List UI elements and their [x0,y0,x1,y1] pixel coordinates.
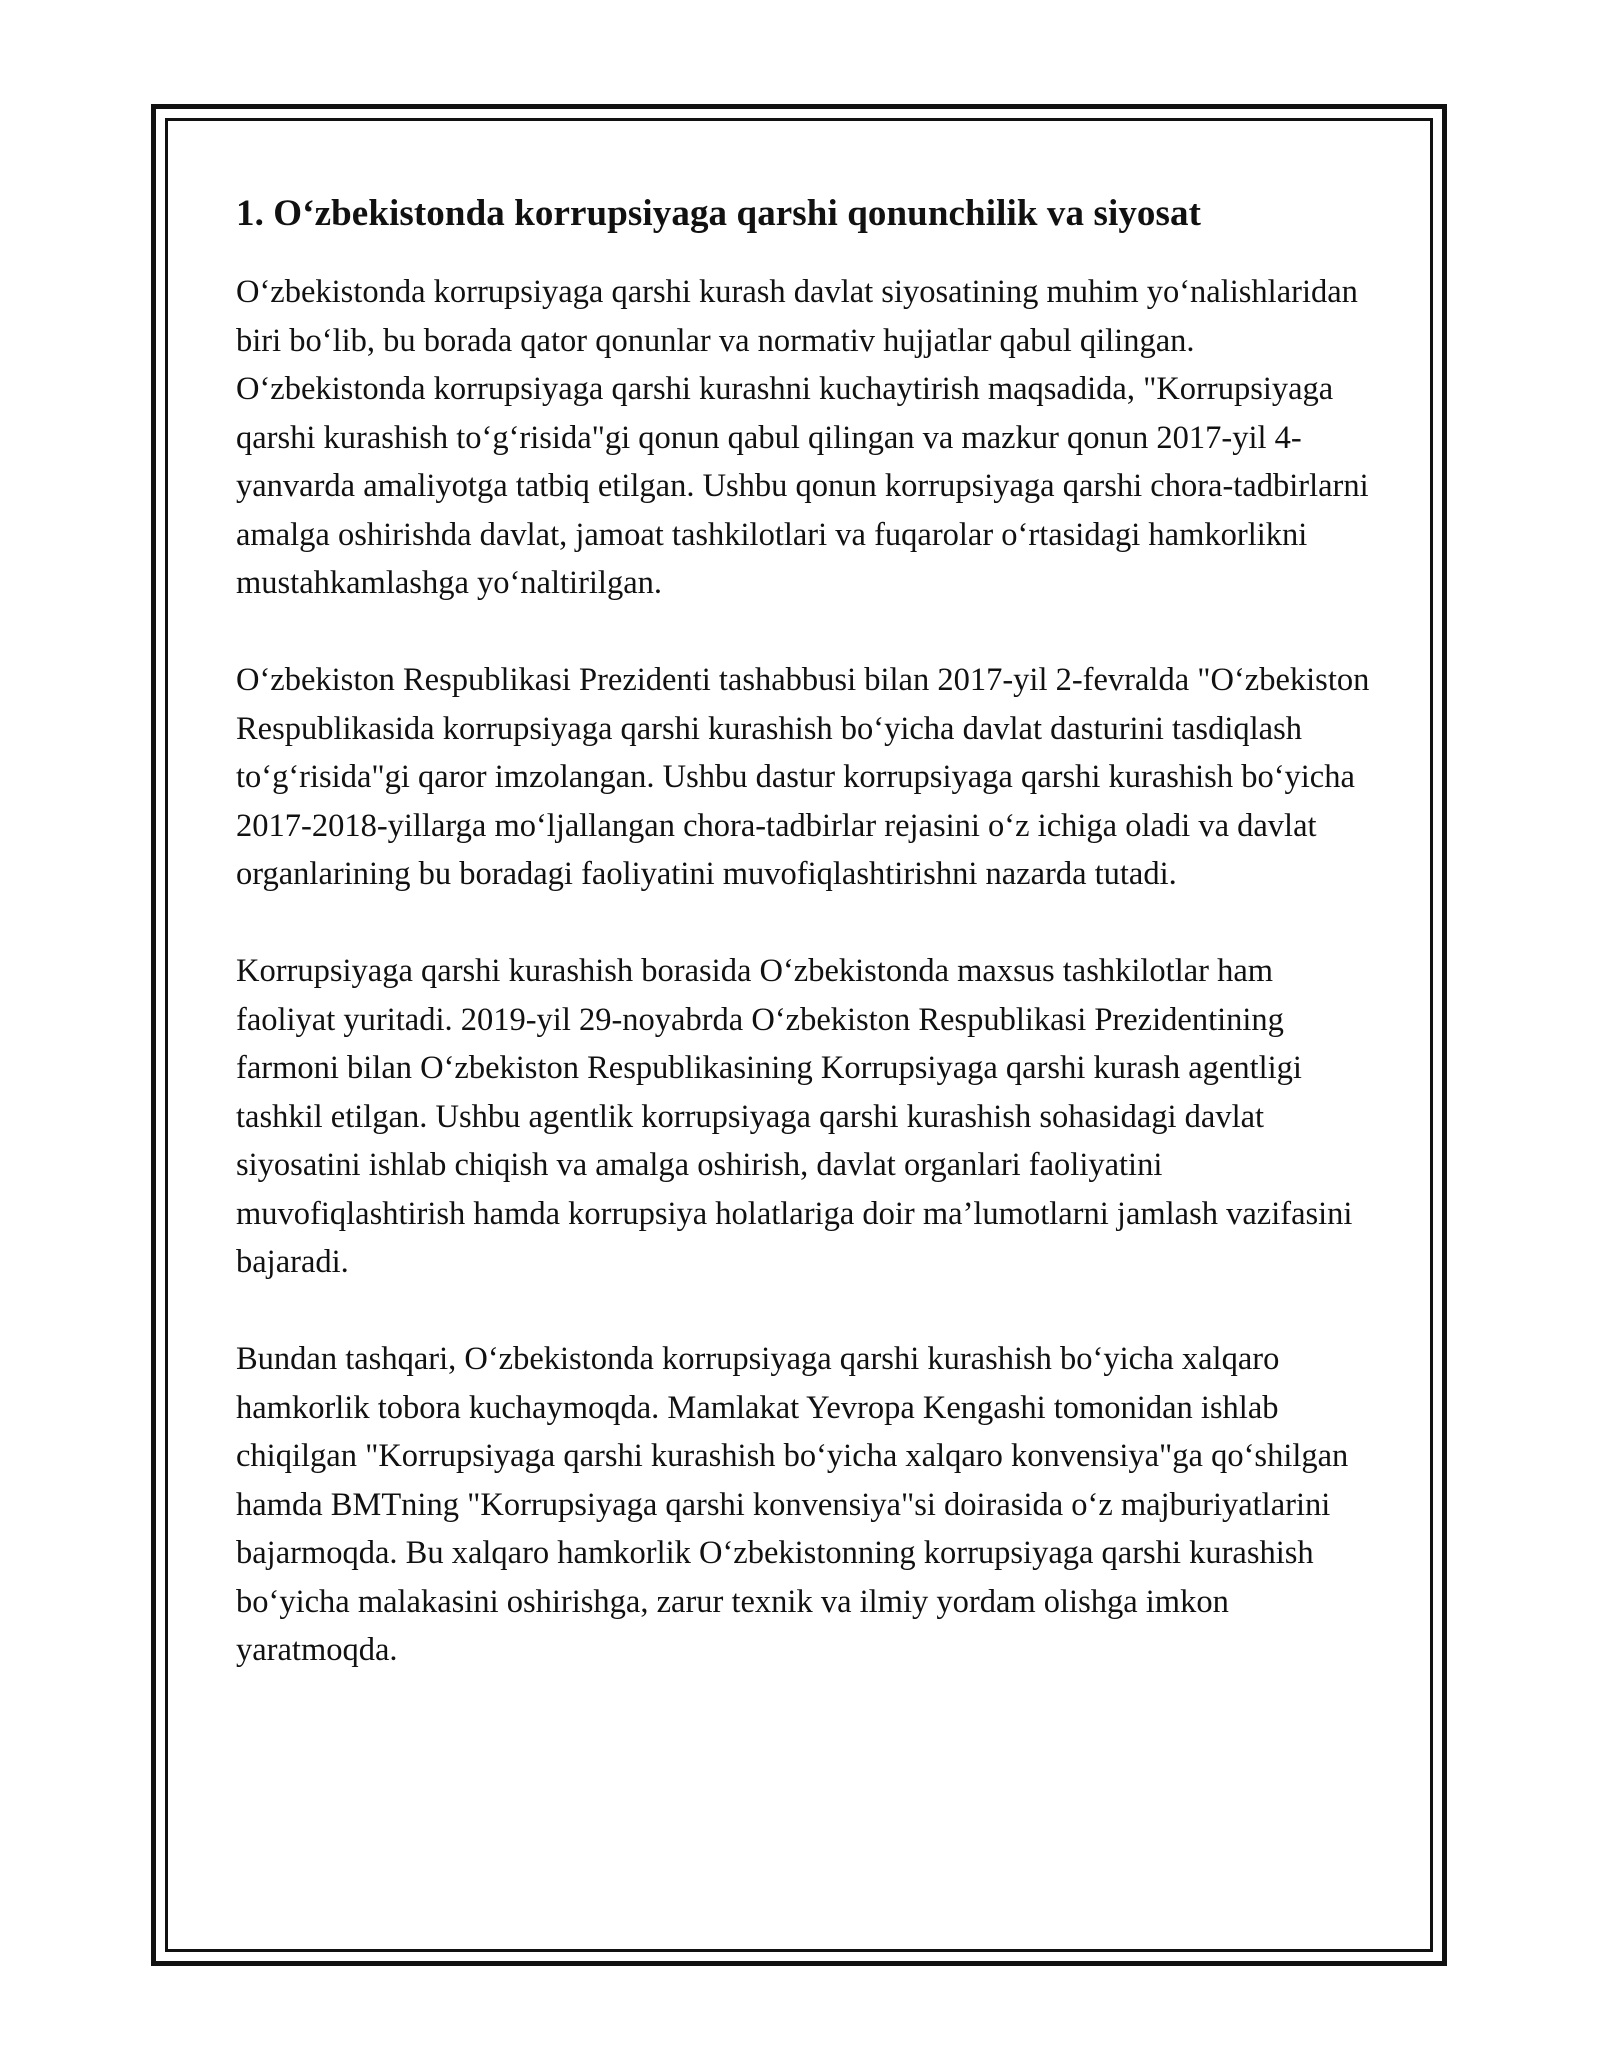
paragraph-anticorruption-law: O‘zbekistonda korrupsiyaga qarshi kurash davlat siyosatining muhim yo‘nalishlaridan biri bo‘lib, bu borada qator qonunlar va normativ hujjatlar qabul qilingan. O‘zbekistonda korrupsiyaga qarshi kurashni kuchaytirish maqsadida, "Korrupsiyaga qarshi kurashish to‘g‘risida"gi qonun qabul qilingan va mazkur qonun 2017-yil 4-yanvarda amaliyotga tatbiq etilgan. Ushbu qonun korrupsiyaga qarshi chora-tadbirlarni amalga oshirishda davlat, jamoat tashkilotlari va fuqarolar o‘rtasidagi hamkorlikni mustahkamlashga yo‘naltirilgan. [236,274,1369,601]
paragraph-anticorruption-agency: Korrupsiyaga qarshi kurashish borasida O‘zbekistonda maxsus tashkilotlar ham faoliyat yuritadi. 2019-yil 29-noyabrda O‘zbekiston Respublikasi Prezidentining farmoni bilan O‘zbekiston Respublikasining Korrupsiyaga qarshi kurash agentligi tashkil etilgan. Ushbu agentlik korrupsiyaga qarshi kurashish sohasidagi davlat siyosatini ishlab chiqish va amalga oshirish, davlat organlari faoliyatini muvofiqlashtirish hamda korrupsiya holatlariga doir ma’lumotlarni jamlash vazifasini bajaradi. [236,953,1353,1280]
heading-spacer [236,242,1371,268]
paragraph-state-program: O‘zbekiston Respublikasi Prezidenti tashabbusi bilan 2017-yil 2-fevralda "O‘zbekiston Respublikasida korrupsiyaga qarshi kurashish bo‘yicha davlat dasturini tasdiqlash to‘g‘risida"gi qaror imzolangan. Ushbu dastur korrupsiyaga qarshi kurashish bo‘yicha 2017-2018-yillarga mo‘ljallangan chora-tadbirlar rejasini o‘z ichiga oladi va davlat organlarining bu boradagi faoliyatini muvofiqlashtirishni nazarda tutadi. [236,662,1370,892]
section-heading: 1. O‘zbekistonda korrupsiyaga qarshi qonunchilik va siyosat [236,193,1202,234]
document-body [236,186,1371,1675]
paragraph-international-cooperation: Bundan tashqari, O‘zbekistonda korrupsiyaga qarshi kurashish bo‘yicha xalqaro hamkorlik tobora kuchaymoqda. Mamlakat Yevropa Kengashi tomonidan ishlab chiqilgan "Korrupsiyaga qarshi kurashish bo‘yicha xalqaro konvensiya"ga qo‘shilgan hamda BMTning "Korrupsiyaga qarshi konvensiya"si doirasida o‘z majburiyatlarini bajarmoqda. Bu xalqaro hamkorlik O‘zbekistonning korrupsiyaga qarshi kurashish bo‘yicha malakasini oshirishga, zarur texnik va ilmiy yordam olishga imkon yaratmoqda. [236,1341,1349,1668]
